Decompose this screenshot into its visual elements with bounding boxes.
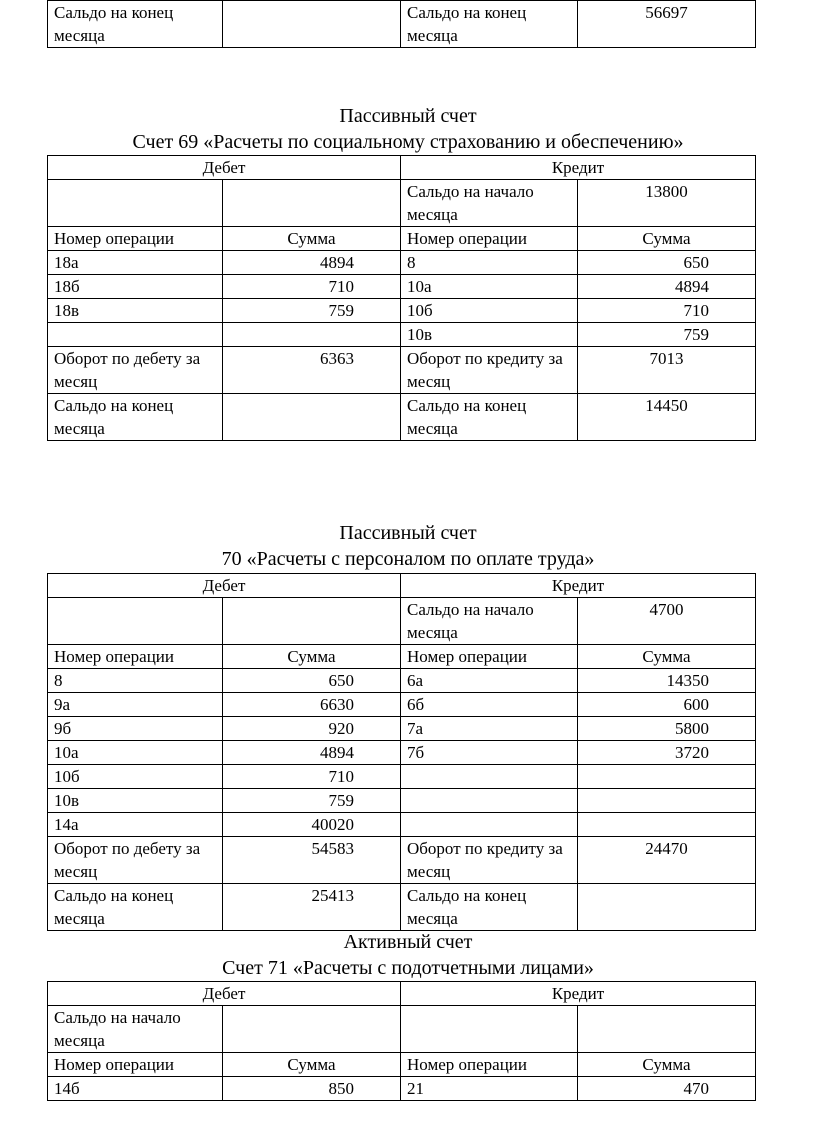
col-sum-debit: Сумма [223,227,401,251]
table-row [48,669,756,693]
empty-cell [223,1006,401,1053]
col-op-debit: Номер операции [48,227,223,251]
col-sum-credit: Сумма [578,645,756,669]
credit-sum: 14350 [578,669,756,693]
credit-op: 7б [401,741,578,765]
turnover-credit-label: Оборот по кредиту за месяц [401,837,578,884]
col-op-credit: Номер операции [401,227,578,251]
credit-sum: 470 [578,1077,756,1101]
closing-credit-value: 56697 [578,1,756,48]
credit-sum: 4894 [578,275,756,299]
col-sum-debit: Сумма [223,1053,401,1077]
debit-sum: 710 [223,765,401,789]
credit-op: 6а [401,669,578,693]
debit-sum: 850 [223,1077,401,1101]
credit-sum: 3720 [578,741,756,765]
turnover-debit-label: Оборот по дебету за месяц [48,347,223,394]
credit-op: 8 [401,251,578,275]
credit-sum [578,765,756,789]
credit-sum [578,813,756,837]
opening-label: Сальдо на начало месяца [401,598,578,645]
turnover-debit-value: 6363 [223,347,401,394]
closing-debit-label: Сальдо на конец месяца [48,884,223,931]
col-sum-credit: Сумма [578,1053,756,1077]
table-row [48,717,756,741]
debit-op: 18а [48,251,223,275]
credit-sum [578,789,756,813]
closing-credit-label: Сальдо на конец месяца [401,884,578,931]
credit-sum: 5800 [578,717,756,741]
col-op-debit: Номер операции [48,1053,223,1077]
closing-credit-value [578,884,756,931]
turnover-credit-label: Оборот по кредиту за месяц [401,347,578,394]
credit-sum: 759 [578,323,756,347]
header-row [48,574,756,598]
col-op-credit: Номер операции [401,1053,578,1077]
empty-cell [223,180,401,227]
debit-sum: 4894 [223,741,401,765]
closing-debit-value [223,1,401,48]
account71-name-title: Счет 71 «Расчеты с подотчетными лицами» [222,957,594,979]
debit-op: 10б [48,765,223,789]
column-header-row [48,227,756,251]
closing-debit-value [223,394,401,441]
debit-header: Дебет [48,982,401,1006]
closing-credit-label: Сальдо на конец месяца [401,1,578,48]
credit-op [401,813,578,837]
credit-sum: 710 [578,299,756,323]
empty-cell [48,180,223,227]
closing-debit-value: 25413 [223,884,401,931]
col-sum-credit: Сумма [578,227,756,251]
debit-sum: 920 [223,717,401,741]
account70-table [47,573,756,931]
col-op-debit: Номер операции [48,645,223,669]
credit-header: Кредит [401,982,756,1006]
credit-sum: 650 [578,251,756,275]
account69-name-title: Счет 69 «Расчеты по социальному страхованию и обеспечению» [132,131,684,153]
closing-debit-label: Сальдо на конец месяца [48,1,223,48]
turnover-credit-value: 7013 [578,347,756,394]
turnover-row [48,837,756,884]
account69-type-title: Пассивный счет [339,105,477,127]
debit-sum: 6630 [223,693,401,717]
closing-row [48,884,756,931]
closing-row [48,394,756,441]
debit-sum: 650 [223,669,401,693]
closing-debit-label: Сальдо на конец месяца [48,394,223,441]
header-row [48,156,756,180]
debit-op [48,323,223,347]
empty-cell [578,1006,756,1053]
credit-op: 10а [401,275,578,299]
turnover-debit-value: 54583 [223,837,401,884]
opening-label: Сальдо на начало месяца [48,1006,223,1053]
empty-cell [223,598,401,645]
debit-sum [223,323,401,347]
credit-header: Кредит [401,156,756,180]
col-sum-debit: Сумма [223,645,401,669]
credit-op [401,765,578,789]
table-row [48,765,756,789]
turnover-debit-label: Оборот по дебету за месяц [48,837,223,884]
debit-sum: 710 [223,275,401,299]
debit-op: 14б [48,1077,223,1101]
closing-credit-label: Сальдо на конец месяца [401,394,578,441]
debit-op: 14а [48,813,223,837]
debit-op: 18б [48,275,223,299]
credit-op [401,789,578,813]
credit-op: 10б [401,299,578,323]
debit-op: 9а [48,693,223,717]
table-row [48,323,756,347]
account70-type-title: Пассивный счет [339,522,477,544]
opening-value: 4700 [578,598,756,645]
debit-header: Дебет [48,156,401,180]
empty-cell [48,598,223,645]
empty-cell [401,1006,578,1053]
account71-type-title: Активный счет [343,931,473,953]
debit-op: 8 [48,669,223,693]
closing-row [48,1,756,48]
table-row [48,789,756,813]
col-op-credit: Номер операции [401,645,578,669]
debit-sum: 759 [223,299,401,323]
credit-op: 10в [401,323,578,347]
debit-header: Дебет [48,574,401,598]
table-row [48,299,756,323]
account70-name-title: 70 «Расчеты с персоналом по оплате труда» [221,548,595,570]
table-row [48,1077,756,1101]
credit-op: 7а [401,717,578,741]
table-row [48,693,756,717]
column-header-row [48,645,756,669]
opening-value: 13800 [578,180,756,227]
table-row [48,275,756,299]
debit-op: 10в [48,789,223,813]
table-row [48,251,756,275]
turnover-credit-value: 24470 [578,837,756,884]
opening-row [48,1006,756,1053]
turnover-row [48,347,756,394]
top-fragment-table [47,0,756,48]
opening-label: Сальдо на начало месяца [401,180,578,227]
debit-sum: 4894 [223,251,401,275]
table-row [48,813,756,837]
credit-sum: 600 [578,693,756,717]
opening-row [48,180,756,227]
credit-op: 6б [401,693,578,717]
debit-op: 10а [48,741,223,765]
table-row [48,741,756,765]
header-row [48,982,756,1006]
opening-row [48,598,756,645]
account71-table [47,981,756,1101]
debit-op: 9б [48,717,223,741]
debit-op: 18в [48,299,223,323]
credit-header: Кредит [401,574,756,598]
debit-sum: 40020 [223,813,401,837]
debit-sum: 759 [223,789,401,813]
column-header-row [48,1053,756,1077]
closing-credit-value: 14450 [578,394,756,441]
account69-table [47,155,756,441]
credit-op: 21 [401,1077,578,1101]
